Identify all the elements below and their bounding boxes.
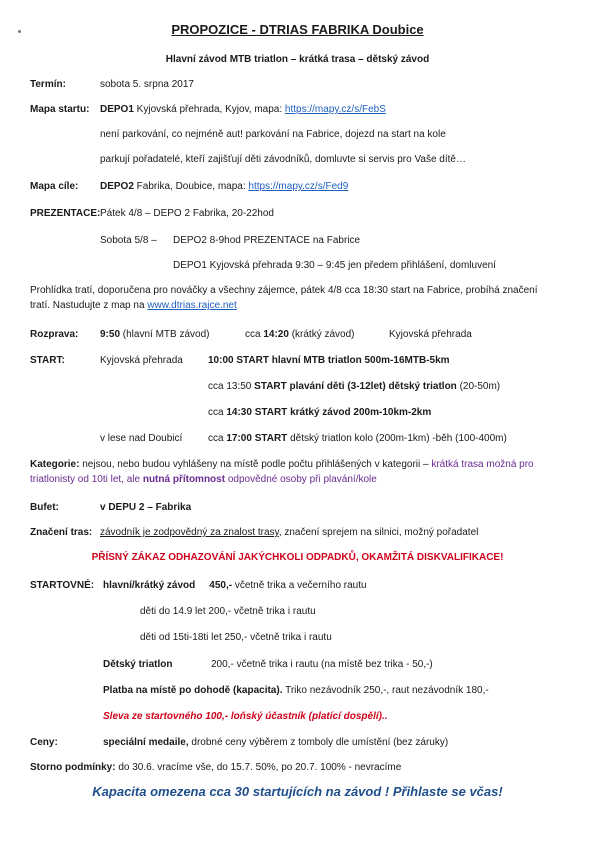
bufet-value: v DEPU 2 – Fabrika — [100, 502, 192, 513]
kategorie-purple3: odpovědné osoby při plavání/kole — [225, 474, 377, 485]
prezentace-line2a: Sobota 5/8 – — [100, 235, 157, 246]
rozprava-place: Kyjovská přehrada — [389, 329, 472, 340]
bufet-label: Bufet: — [30, 502, 59, 513]
start-event1: 10:00 START hlavní MTB triatlon 500m-16MTB-5km — [208, 355, 450, 366]
rozprava-time1: 9:50 — [100, 329, 121, 340]
kategorie-purple2: triatlonisty od 10ti let, ale — [30, 474, 143, 485]
start-label: START: — [30, 355, 65, 366]
startovne-line2: děti do 14.9 let 200,- včetně trika i rautu — [140, 606, 316, 617]
startovne-l1-rest: včetně trika a večerního rautu — [232, 580, 367, 591]
rozprava-time1-line — [100, 329, 210, 341]
rozprava-label: Rozprava: — [30, 329, 79, 340]
startovne-discount: Sleva ze startovného 100,- loňský účastník (platící dospělí).. — [103, 711, 388, 722]
start-event3-bold: 14:30 START krátký závod 200m-10km-2km — [226, 407, 432, 418]
depo1-label: DEPO1 — [100, 104, 134, 115]
start-event2 — [208, 381, 500, 393]
rozprava-desc1: (hlavní MTB závod) — [120, 329, 210, 340]
kategorie-label: Kategorie: — [30, 459, 80, 470]
prohlidka-line1: Prohlídka tratí, doporučena pro nováčky a všechny zájemce, pátek 4/8 cca 18:30 start na Fabrice, probíhá značení — [30, 285, 538, 296]
mapa-startu-text: Kyjovská přehrada, Kyjov, mapa: — [133, 104, 285, 115]
ceny-rest: drobné ceny výběrem z tomboly dle umístění (bez záruky) — [188, 737, 449, 748]
rozprava-time2: 14:20 — [263, 329, 289, 340]
rozprava-time2-prefix: cca — [245, 329, 264, 340]
start-event2-suffix: (20-50m) — [456, 381, 501, 392]
start-event2-prefix: cca 13:50 — [208, 381, 255, 392]
prezentace-line2b: DEPO2 8-9hod PREZENTACE na Fabrice — [173, 235, 361, 246]
warning-banner: PŘÍSNÝ ZÁKAZ ODHAZOVÁNÍ JAKÝCHKOLI ODPADKŮ, OKAMŽITÁ DISKVALIFIKACE! — [91, 552, 504, 563]
startovne-line3: děti od 15ti-18ti let 250,- včetně trika i rautu — [140, 632, 332, 643]
startovne-label: STARTOVNÉ: — [30, 580, 95, 591]
kategorie-line1 — [30, 459, 534, 471]
prezentace-line1: Pátek 4/8 – DEPO 2 Fabrika, 20-22hod — [100, 208, 274, 219]
mapa-cile-label: Mapa cíle: — [30, 181, 79, 192]
prohlidka-line2 — [30, 300, 237, 312]
znaceni-rest: , značení sprejem na silnici, možný pořadatel — [278, 527, 479, 538]
ceny-line — [103, 737, 448, 749]
kategorie-line2 — [30, 474, 377, 486]
znaceni-underlined: závodník je zodpovědný za znalost trasy — [100, 527, 279, 538]
termin-label: Termín: — [30, 79, 66, 90]
kategorie-text: nejsou, nebo budou vyhlášeny na místě podle počtu přihlášených v kategorii – — [79, 459, 432, 470]
startovne-l5-bold: Platba na místě po dohodě (kapacita). — [103, 685, 283, 696]
start-place2: v lese nad Doubicí — [100, 433, 183, 444]
startovne-l1-bold: hlavní/krátký závod — [103, 580, 196, 591]
znaceni-label: Značení tras: — [30, 527, 93, 538]
startovne-l4-rest: 200,- včetně trika i rautu (na místě bez trika - 50,-) — [211, 659, 433, 670]
ceny-bold: speciální medaile, — [103, 737, 189, 748]
prohlidka-line2-text: tratí. Nastudujte z map na — [30, 300, 148, 311]
startovne-l4-bold: Dětský triatlon — [103, 659, 173, 670]
kategorie-bold: nutná přítomnost — [142, 474, 226, 485]
document-subtitle: Hlavní závod MTB triatlon – krátká trasa – dětský závod — [165, 54, 430, 65]
storno-line — [30, 762, 401, 774]
ceny-label: Ceny: — [30, 737, 58, 748]
start-event2-bold: START plavání děti (3-12let) dětský triatlon — [254, 381, 457, 392]
startovne-line5 — [103, 685, 489, 697]
startovne-line1 — [103, 580, 367, 592]
mapa-cile-line — [100, 181, 348, 193]
mapa-cile-text: Fabrika, Doubice, mapa: — [133, 181, 249, 192]
document-title: PROPOZICE - DTRIAS FABRIKA Doubice — [171, 22, 424, 37]
rozprava-time2-line — [245, 329, 355, 341]
depo2-label: DEPO2 — [100, 181, 134, 192]
prezentace-line3: DEPO1 Kyjovská přehrada 9:30 – 9:45 jen předem přihlášení, domluvení — [173, 260, 496, 271]
startovne-l5-rest: Triko nezávodník 250,-, raut nezávodník 180,- — [282, 685, 489, 696]
mapa-startu-line — [100, 104, 386, 116]
startovne-l1-price: 450,- — [209, 580, 233, 591]
start-event4-suffix: dětský triatlon kolo (200m-1km) -běh (100-400m) — [287, 433, 507, 444]
mapa-startu-note2: parkují pořadatelé, kteří zajišťují děti závodníků, domluvte si servis pro Vaše dítě… — [100, 154, 466, 165]
capacity-footer: Kapacita omezena cca 30 startujících na závod ! Přihlaste se včas! — [92, 784, 503, 799]
znaceni-line — [100, 527, 478, 539]
start-event4-bold: 17:00 START — [226, 433, 288, 444]
start-place1: Kyjovská přehrada — [100, 355, 183, 366]
prezentace-label: PREZENTACE: — [30, 208, 101, 219]
kategorie-purple1: krátká trasa možná pro — [431, 459, 534, 470]
start-event4 — [208, 433, 507, 445]
start-event4-prefix: cca — [208, 433, 227, 444]
mapa-cile-link[interactable]: https://mapy.cz/s/Fed9 — [248, 181, 349, 192]
mapa-startu-note1: není parkování, co nejméně aut! parkování na Fabrice, dojezd na start na kole — [100, 129, 446, 140]
start-event3 — [208, 407, 431, 419]
storno-label: Storno podmínky: — [30, 762, 116, 773]
mapa-startu-link[interactable]: https://mapy.cz/s/FebS — [284, 104, 386, 115]
start-event3-prefix: cca — [208, 407, 227, 418]
mapa-startu-label: Mapa startu: — [30, 104, 90, 115]
termin-value: sobota 5. srpna 2017 — [100, 79, 194, 90]
storno-value: do 30.6. vracíme vše, do 15.7. 50%, po 20.7. 100% - nevracíme — [115, 762, 402, 773]
rozprava-desc2: (krátký závod) — [288, 329, 355, 340]
prohlidka-link[interactable]: www.dtrias.rajce.net — [147, 300, 237, 311]
